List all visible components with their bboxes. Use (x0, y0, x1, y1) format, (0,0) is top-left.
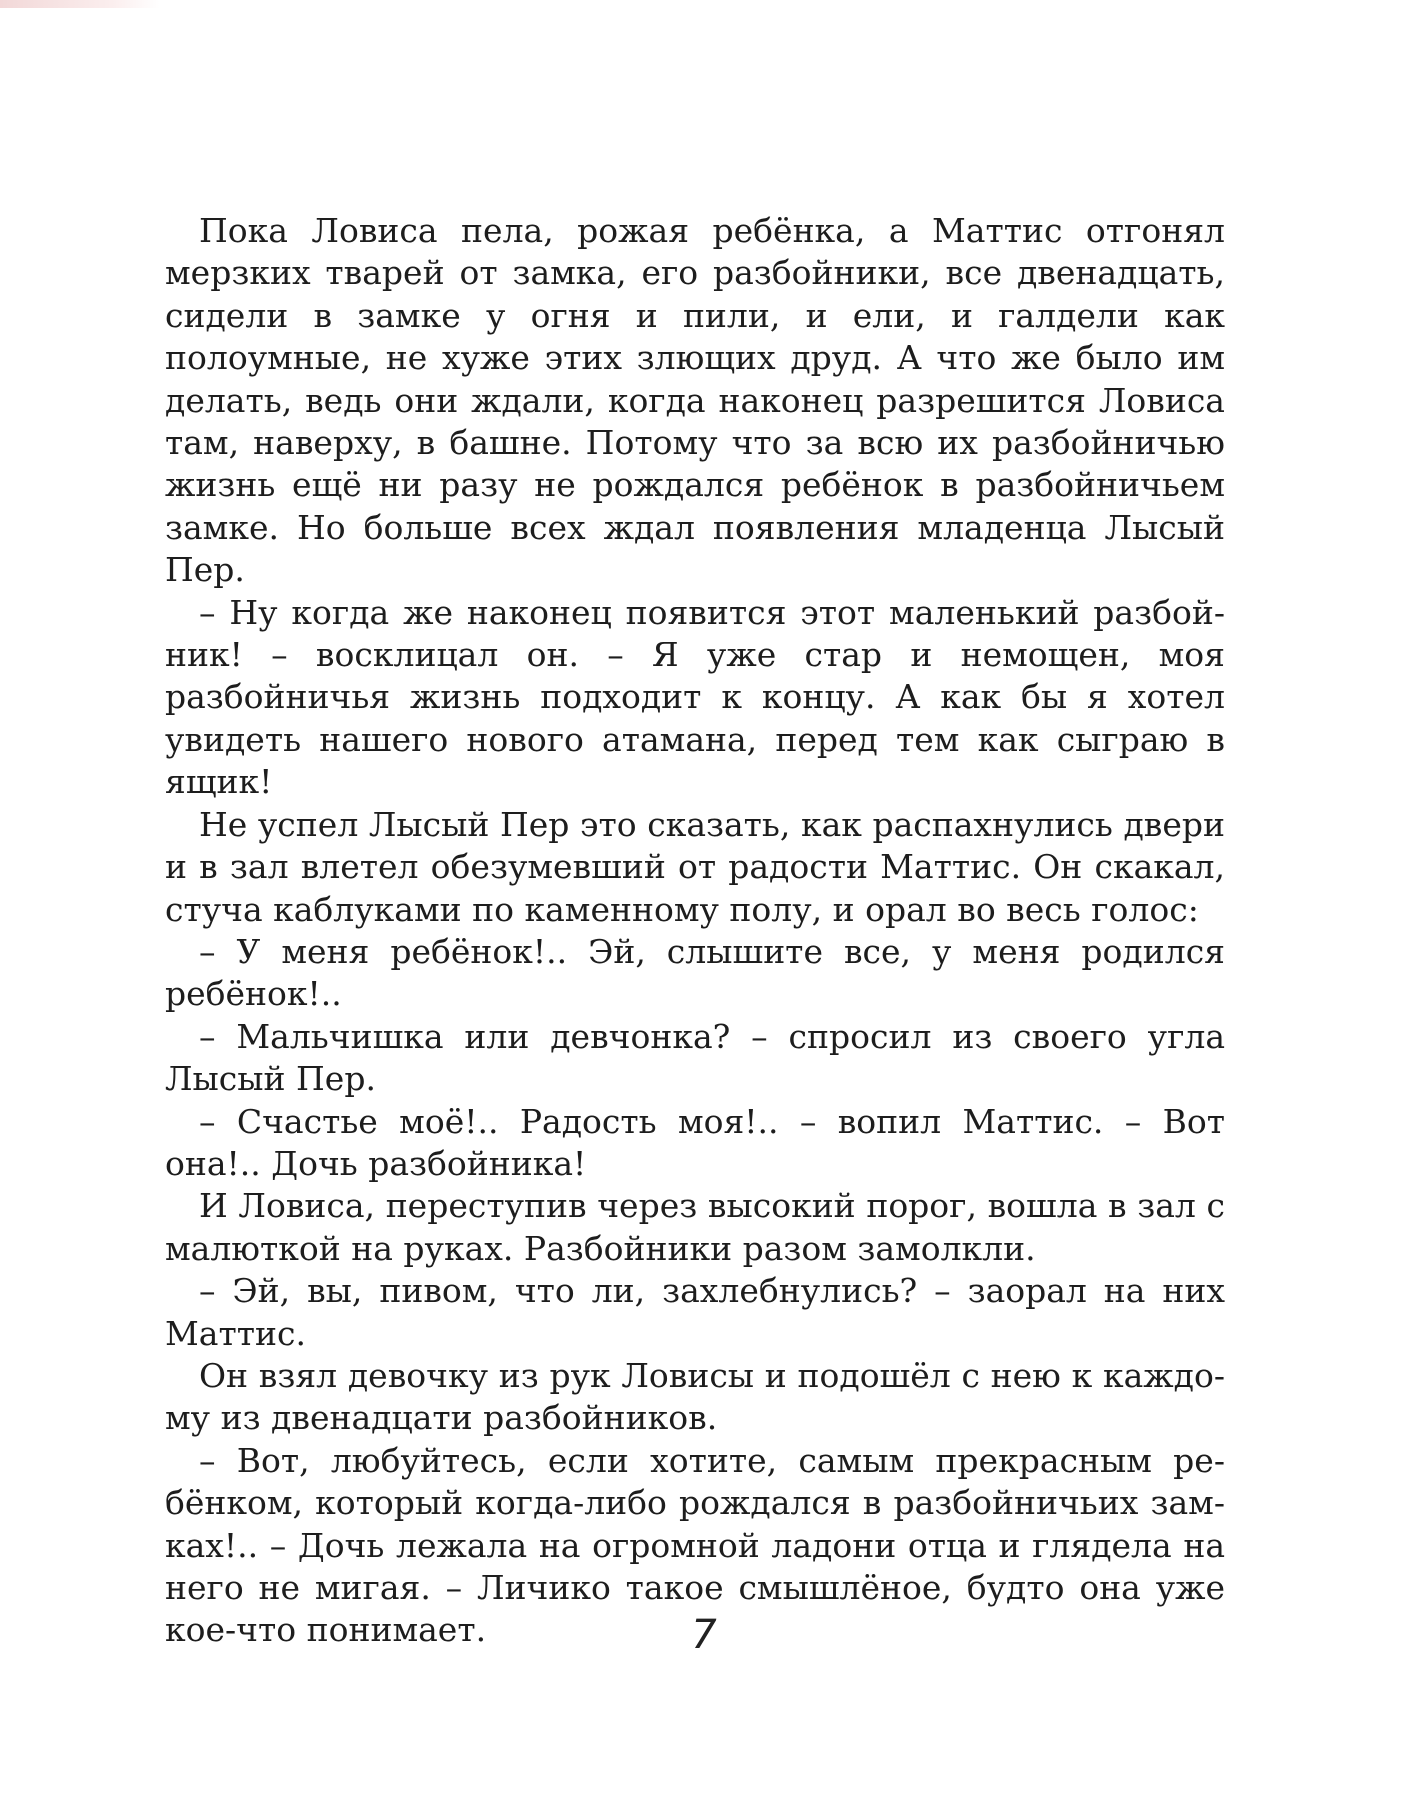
scan-edge-mark (0, 0, 160, 8)
paragraph-9: Он взял девочку из рук Ловисы и подошёл с нею к каждому из двенадцати разбойников. (165, 1355, 1225, 1438)
paragraph-5: – Мальчишка или девчонка? – спросил из своего угла Лысый Пер. (165, 1016, 1225, 1099)
paragraph-3: Не успел Лысый Пер это сказать, как распахнулись двери и в зал влетел обезумевший от радости Маттис. Он скакал, стуча каблуками по каменному полу, и орал во весь голос: (165, 804, 1225, 929)
paragraph-10: – Вот, любуйтесь, если хотите, самым прекрасным ребёнком, который когда-либо рождался в разбойничьих замках!.. – Дочь лежала на огромной ладони отца и глядела на него не мигая. – Личико такое смышлёное, будто она уже кое-что понимает. (165, 1440, 1225, 1650)
paragraph-8: – Эй, вы, пивом, что ли, захлебнулись? – заорал на них Маттис. (165, 1271, 1225, 1353)
page-number: 7 (691, 1612, 717, 1658)
paragraph-4: – У меня ребёнок!.. Эй, слышите все, у меня родился ребёнок!.. (165, 931, 1225, 1014)
paragraph-6: – Счастье моё!.. Радость моя!.. – вопил Маттис. – Вот она!.. Дочь разбойника! (165, 1101, 1225, 1183)
paragraph-7: И Ловиса, переступив через высокий порог, вошла в зал с малюткой на руках. Разбойники разом замолкли. (165, 1186, 1225, 1268)
paragraph-1: Пока Ловиса пела, рожая ребёнка, а Маттис отгонял мерзких тварей от замка, его разбойники, все двенадцать, сидели в замке у огня и пили, и ели, и галдели как полоумные, не хуже этих злющих друд. А что же было им делать, ведь они ждали, когда наконец разрешится Ловиса там, наверху, в башне. Потому что за всю их разбойничью жизнь ещё ни разу не рождался ребёнок в разбойничьем замке. Но больше всех ждал появления младенца Лысый Пер. (165, 211, 1225, 590)
paragraph-2: – Ну когда же наконец появится этот маленький разбойник! – восклицал он. – Я уже стар и немощен, моя разбойничья жизнь подходит к концу. А как бы я хотел увидеть нашего нового атамана, перед тем как сыграю в ящик! (165, 592, 1225, 802)
page-text (165, 210, 1225, 1652)
